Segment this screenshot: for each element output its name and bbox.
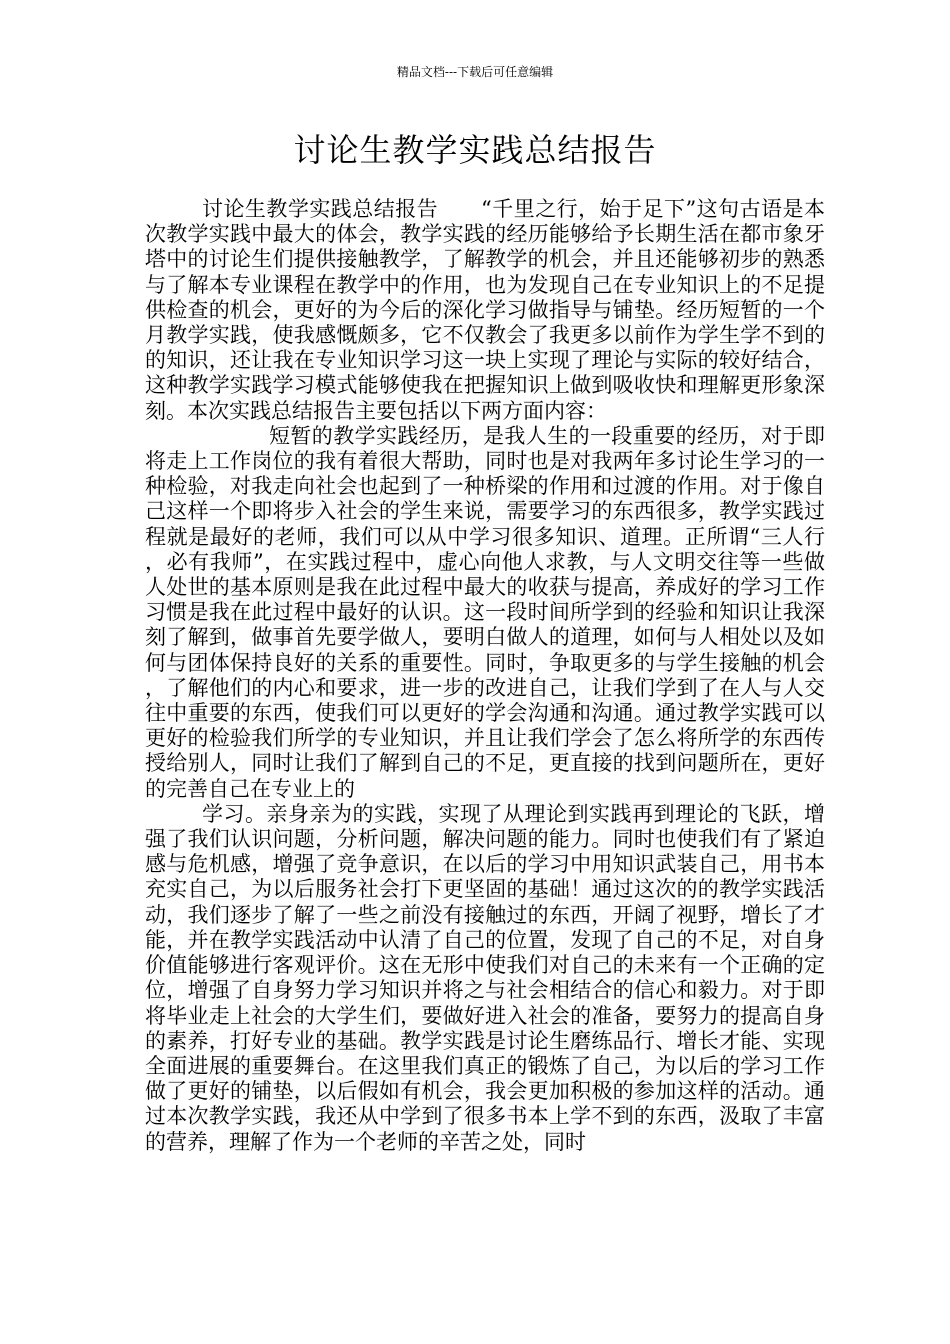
- document-body: [145, 197, 825, 1155]
- document-title: 讨论生教学实践总结报告: [293, 131, 657, 169]
- paragraph-learning: 学习。亲身亲为的实践，实现了从理论到实践再到理论的飞跃，增强了我们认识问题，分析问题，解决问题的能力。同时也使我们有了紧迫感与危机感，增强了竞争意识，在以后的学习中用知识武装自己，用书本充实自己，为以后服务社会打下更坚固的基础！通过这次的的教学实践活动，我们逐步了解了一些之前没有接触过的东西，开阔了视野，增长了才能，并在教学实践活动中认清了自己的位置，发现了自己的不足，对自身价值能够进行客观评价。这在无形中使我们对自己的未来有一个正确的定位，增强了自身努力学习知识并将之与社会相结合的信心和毅力。对于即将毕业走上社会的大学生们，要做好进入社会的准备，要努力的提高自身的素养，打好专业的基础。教学实践是讨论生磨练品行、增长才能、实现全面进展的重要舞台。在这里我们真正的锻炼了自己，为以后的学习工作做了更好的铺垫，以后假如有机会，我会更加积极的参加这样的活动。通过本次教学实践，我还从中学到了很多书本上学不到的东西，汲取了丰富的营养，理解了作为一个老师的辛苦之处，同时: [145, 801, 825, 1154]
- paragraph-experience: 短暂的教学实践经历，是我人生的一段重要的经历，对于即将走上工作岗位的我有着很大帮助，同时也是对我两年多讨论生学习的一种检验，对我走向社会也起到了一种桥梁的作用和过渡的作用。对于像自己这样一个即将步入社会的学生来说，需要学习的东西很多，教学实践过程就是最好的老师，我们可以从中学习很多知识、道理。正所谓“三人行，必有我师”，在实践过程中，虚心向他人求教，与人文明交往等一些做人处世的基本原则是我在此过程中最大的收获与提高，养成好的学习工作习惯是我在此过程中最好的认识。这一段时间所学到的经验和知识让我深刻了解到，做事首先要学做人，要明白做人的道理，如何与人相处以及如何与团体保持良好的关系的重要性。同时，争取更多的与学生接触的机会，了解他们的内心和要求，进一步的改进自己，让我们学到了在人与人交往中重要的东西，使我们可以更好的学会沟通和沟通。通过教学实践可以更好的检验我们所学的专业知识，并且让我们学会了怎么将所学的东西传授给别人，同时让我们了解到自己的不足，更直接的找到问题所在，更好的完善自己在专业上的: [145, 423, 825, 801]
- header-text: 精品文档---下载后可任意编辑: [396, 65, 554, 79]
- paragraph-intro: 讨论生教学实践总结报告 “千里之行，始于足下”这句古语是本次教学实践中最大的体会，教学实践的经历能够给予长期生活在都市象牙塔中的讨论生们提供接触教学，了解教学的机会，并且还能够初步的熟悉与了解本专业课程在教学中的作用，也为发现自己在专业知识上的不足提供检查的机会，更好的为今后的深化学习做指导与铺垫。经历短暂的一个月教学实践，使我感慨颇多，它不仅教会了我更多以前作为学生学不到的的知识，还让我在专业知识学习这一块上实现了理论与实际的较好结合，这种教学实践学习模式能够使我在把握知识上做到吸收快和理解更形象深刻。本次实践总结报告主要包括以下两方面内容：: [145, 197, 825, 423]
- page-header: [0, 64, 950, 80]
